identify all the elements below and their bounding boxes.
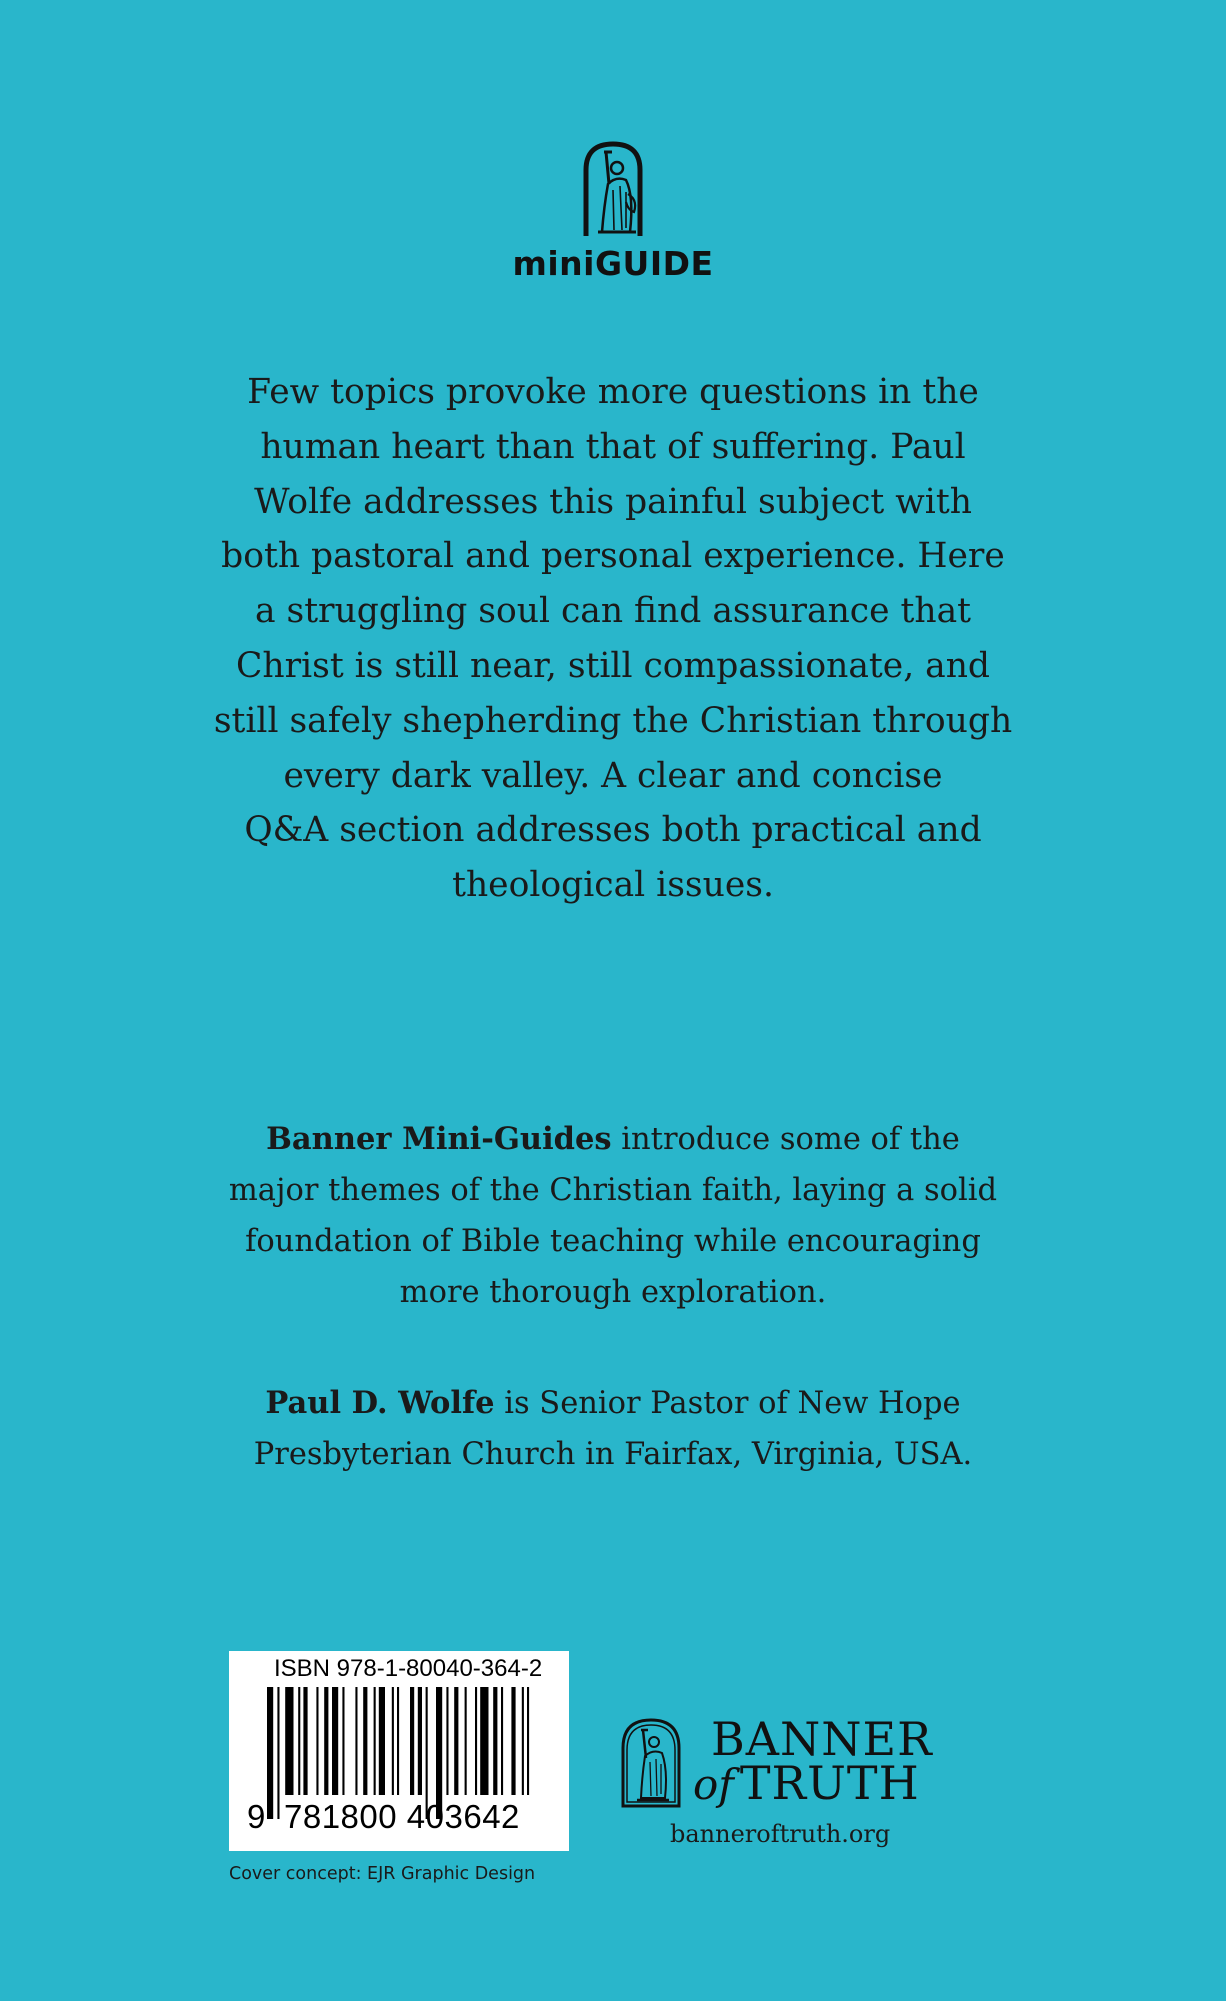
publisher-name-of: of bbox=[693, 1760, 734, 1809]
barcode-bar bbox=[465, 1687, 467, 1795]
barcode-bar bbox=[392, 1687, 394, 1795]
barcode-bar bbox=[332, 1687, 338, 1795]
barcode-first-digit: 9 bbox=[247, 1798, 266, 1835]
author-line: Presbyterian Church in Fairfax, Virginia, USA. bbox=[253, 1437, 973, 1472]
isbn-barcode bbox=[229, 1651, 569, 1851]
barcode-bar bbox=[397, 1687, 399, 1795]
series-line bbox=[190, 1114, 1036, 1165]
series-line: more thorough exploration. bbox=[399, 1275, 827, 1310]
description-line: both pastoral and personal experience. Here bbox=[221, 536, 1005, 577]
barcode-bar bbox=[277, 1687, 279, 1819]
barcode-bar bbox=[501, 1687, 503, 1795]
barcode-bar bbox=[410, 1687, 414, 1795]
barcode-bar bbox=[267, 1687, 273, 1819]
barcode-bar bbox=[303, 1687, 307, 1795]
miniguide-label: miniGUIDE bbox=[512, 244, 714, 283]
barcode-digits: 781800 403642 bbox=[284, 1798, 520, 1835]
description-line: every dark valley. A clear and concise bbox=[283, 755, 943, 796]
barcode-bar bbox=[418, 1687, 422, 1795]
publisher-logo bbox=[615, 1712, 935, 1822]
reformer-figure-icon bbox=[568, 140, 658, 240]
author-line bbox=[190, 1378, 1036, 1429]
barcode-bar bbox=[379, 1687, 385, 1795]
series-line: major themes of the Christian faith, laying a solid bbox=[228, 1173, 998, 1208]
isbn-label: ISBN 978-1-80040-364-2 bbox=[274, 1655, 543, 1682]
barcode-bar bbox=[527, 1687, 529, 1795]
barcode-bar bbox=[475, 1687, 477, 1795]
barcode-bar bbox=[298, 1687, 300, 1795]
description-line: theological issues. bbox=[452, 865, 774, 906]
barcode-bar bbox=[363, 1687, 367, 1795]
series-line: foundation of Bible teaching while encouraging bbox=[245, 1224, 981, 1259]
publisher-name-line1: BANNER bbox=[711, 1712, 933, 1766]
publisher-url[interactable]: banneroftruth.org bbox=[670, 1820, 891, 1848]
barcode-bar bbox=[493, 1687, 497, 1795]
description-line: Q&A section addresses both practical and bbox=[244, 810, 982, 851]
barcode-bar bbox=[355, 1687, 357, 1795]
barcode-bar bbox=[324, 1687, 328, 1795]
publisher-name-line2 bbox=[693, 1756, 920, 1810]
barcode-bar bbox=[522, 1687, 524, 1795]
reformer-figure-icon bbox=[615, 1714, 687, 1812]
series-line-rest: introduce some of the bbox=[611, 1122, 960, 1157]
description-line: Few topics provoke more questions in the bbox=[247, 372, 979, 412]
description-line: still safely shepherding the Christian through bbox=[213, 700, 1013, 741]
series-name: Banner Mini-Guides bbox=[266, 1121, 612, 1157]
cover-credit: Cover concept: EJR Graphic Design bbox=[229, 1864, 536, 1884]
barcode-bar bbox=[285, 1687, 293, 1795]
barcode-bar bbox=[446, 1687, 448, 1795]
series-logo bbox=[0, 140, 1226, 283]
barcode-bar bbox=[316, 1687, 318, 1795]
description-line: a struggling soul can find assurance that bbox=[254, 591, 972, 632]
series-description bbox=[190, 1114, 1036, 1318]
publisher-name-truth: TRUTH bbox=[739, 1756, 920, 1810]
description-line: human heart than that of suffering. Paul bbox=[260, 426, 966, 467]
author-line-rest: is Senior Pastor of New Hope bbox=[494, 1386, 961, 1421]
barcode-bar bbox=[454, 1687, 458, 1795]
barcode-bar bbox=[374, 1687, 376, 1795]
description-line: Wolfe addresses this painful subject with bbox=[254, 481, 972, 522]
author-name: Paul D. Wolfe bbox=[265, 1385, 495, 1421]
barcode-bar bbox=[342, 1687, 344, 1795]
description-line: Christ is still near, still compassionate, and bbox=[235, 645, 991, 686]
barcode-bar bbox=[480, 1687, 488, 1795]
author-bio bbox=[190, 1378, 1036, 1480]
book-description bbox=[190, 365, 1036, 913]
barcode-bar bbox=[511, 1687, 515, 1795]
